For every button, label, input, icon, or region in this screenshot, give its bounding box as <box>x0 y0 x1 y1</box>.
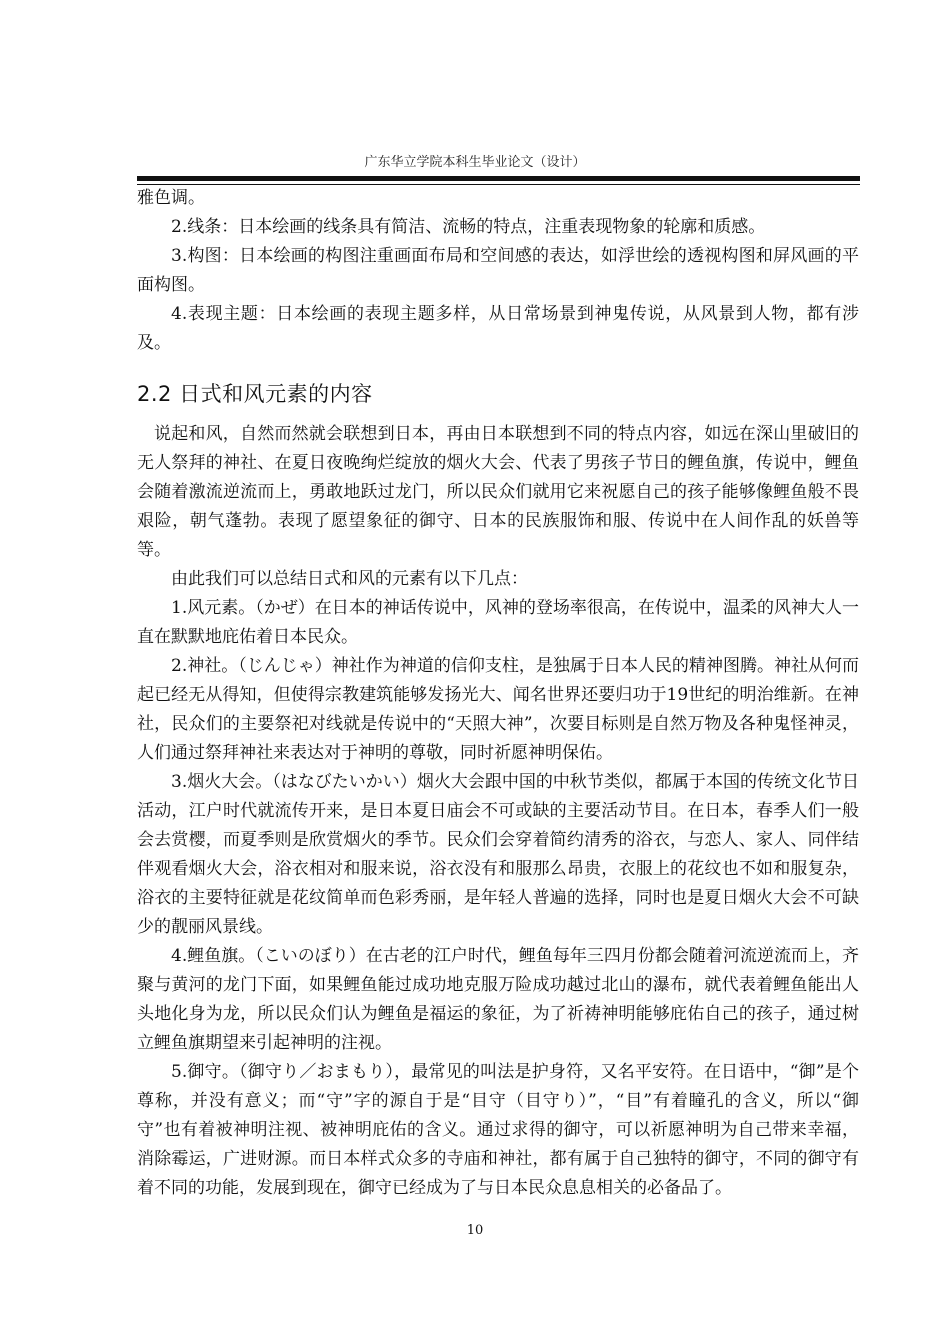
list-item-composition: 3.构图：日本绘画的构图注重画面布局和空间感的表达，如浮世绘的透视构图和屏风画的平面构图。 <box>137 246 859 295</box>
list-item-wind: 1.风元素。（かぜ）在日本的神话传说中，风神的登场率很高，在传说中，温柔的风神大人一直在默默地庇佑着日本民众。 <box>137 598 859 647</box>
paragraph-continuation: 雅色调。 <box>137 188 205 208</box>
list-item-carp-streamer: 4.鲤鱼旗。（こいのぼり）在古老的江户时代，鲤鱼每年三四月份都会随着河流逆流而上，齐聚与黄河的龙门下面，如果鲤鱼能过成功地克服万险成功越过北山的瀑布，就代表着鲤鱼能出人头地化身为龙，所以民众们认为鲤鱼是福运的象征，为了祈祷神明能够庇佑自己的孩子，通过树立鲤鱼旗期望来引起神明的注视。 <box>137 946 859 1053</box>
running-header: 广东华立学院本科生毕业论文（设计） <box>364 155 586 170</box>
page-body <box>137 184 859 1203</box>
paragraph-intro: 说起和风，自然而然就会联想到日本，再由日本联想到不同的特点内容，如远在深山里破旧的无人祭拜的神社、在夏日夜晚绚烂绽放的烟火大会、代表了男孩子节日的鲤鱼旗，传说中，鲤鱼会随着激流逆流而上，勇敢地跃过龙门，所以民众们就用它来祝愿自己的孩子能够像鲤鱼般不畏艰险，朝气蓬勃。表现了愿望象征的御守、日本的民族服饰和服、传说中在人间作乱的妖兽等等。 <box>137 424 859 560</box>
section-heading: 2.2 日式和风元素的内容 <box>137 382 373 406</box>
paragraph-summary: 由此我们可以总结日式和风的元素有以下几点： <box>171 569 528 589</box>
list-item-shrine: 2.神社。（じんじゃ）神社作为神道的信仰支柱，是独属于日本人民的精神图腾。神社从何而起已经无从得知，但使得宗教建筑能够发扬光大、闻名世界还要归功于19世纪的明治维新。在神社，民众们的主要祭祀对线就是传说中的“天照大神”，次要目标则是自然万物及各种鬼怪神灵，人们通过祭拜神社来表达对于神明的尊敬，同时祈愿神明保佑。 <box>137 656 859 763</box>
list-item-lines: 2.线条：日本绘画的线条具有简洁、流畅的特点，注重表现物象的轮廓和质感。 <box>171 217 766 237</box>
header-rule-thick <box>137 176 860 181</box>
page-number: 10 <box>466 1223 484 1238</box>
list-item-omamori: 5.御守。（御守り／おまもり），最常见的叫法是护身符，又名平安符。在日语中，“御”是个尊称，并没有意义；而“守”字的源自于是“目守（目守り）”，“目”有着瞳孔的含义，所以“御守”也有着被神明注视、被神明庇佑的含义。通过求得的御守，可以祈愿神明为自己带来幸福，消除霉运，广进财源。而日本样式众多的寺庙和神社，都有属于自己独特的御守，不同的御守有着不同的功能，发展到现在，御守已经成为了与日本民众息息相关的必备品了。 <box>137 1062 859 1198</box>
list-item-fireworks: 3.烟火大会。（はなびたいかい）烟火大会跟中国的中秋节类似，都属于本国的传统文化节日活动，江户时代就流传开来，是日本夏日庙会不可或缺的主要活动节目。在日本，春季人们一般会去赏樱，而夏季则是欣赏烟火的季节。民众们会穿着简约清秀的浴衣，与恋人、家人、同伴结伴观看烟火大会，浴衣相对和服来说，浴衣没有和服那么昂贵，衣服上的花纹也不如和服复杂，浴衣的主要特征就是花纹简单而色彩秀丽，是年轻人普遍的选择，同时也是夏日烟火大会不可缺少的靓丽风景线。 <box>137 772 859 937</box>
list-item-themes: 4.表现主题：日本绘画的表现主题多样，从日常场景到神鬼传说，从风景到人物，都有涉及。 <box>137 304 859 353</box>
